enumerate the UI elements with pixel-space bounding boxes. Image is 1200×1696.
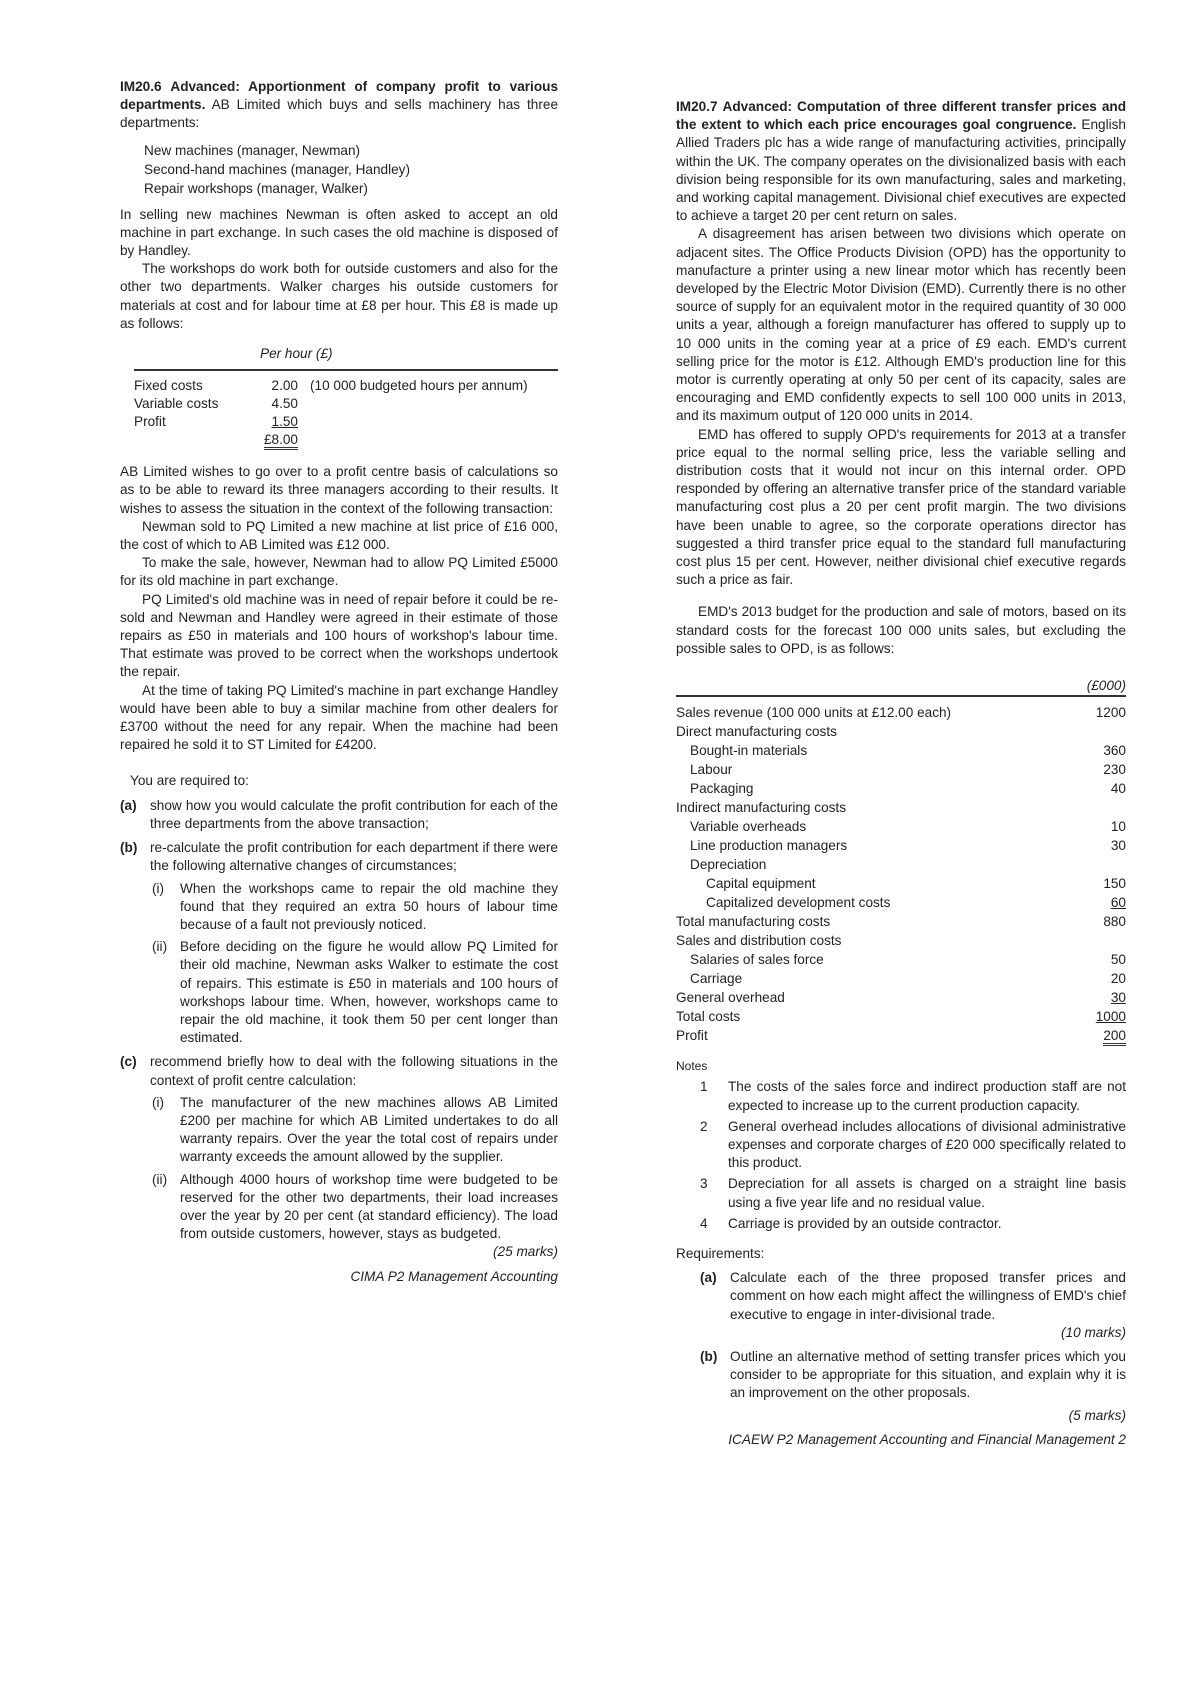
budget-table (676, 676, 1126, 1045)
row-label: Profit (676, 1028, 708, 1044)
rate-table (134, 345, 558, 449)
paragraph: To make the sale, however, Newman had to allow PQ Limited £5000 for its old machine in part exchange. (120, 555, 558, 589)
table-row (676, 1026, 1126, 1045)
requirement-b (676, 1348, 1126, 1403)
table-row (676, 817, 1126, 836)
req-key: (c) (120, 1054, 137, 1070)
req-text: Outline an alternative method of setting transfer prices which you consider to be appropriate for this situation, and explain why it is an improvement on the other proposals. (730, 1348, 1126, 1401)
note-number: 1 (700, 1079, 708, 1095)
table-row (676, 931, 1126, 950)
row-label: General overhead (676, 990, 785, 1006)
row-value (1080, 703, 1126, 722)
row-value (1080, 855, 1126, 874)
marks: (10 marks) (1061, 1324, 1126, 1340)
row-value (1080, 912, 1126, 931)
row-label: Capitalized development costs (706, 895, 891, 911)
row-value (1080, 969, 1126, 988)
source-citation: CIMA P2 Management Accounting (350, 1268, 558, 1284)
row-value-text: 60 (1110, 895, 1126, 911)
row-label: Profit (134, 414, 166, 430)
paragraph: A disagreement has arisen between two divisions which operate on adjacent sites. The Office Products Division (OPD) has the opportunity to manufacture a printer using a new linear motor which has recently been developed by the Electric Motor Division (EMD). Currently there is no other source of supply for an equivalent motor in the required quantity of 30 000 units a year, although a foreign manufacturer has offered to supply up to 10 000 units in the coming year at a price of £9 each. EMD's current selling price for the motor is £12. Although EMD's production line for this motor is currently operating at only 50 per cent of its capacity, sales are encouraging and EMD confidently expects to sell 100 000 units in 2013, and its maximum output of 120 000 units in 2014. (676, 226, 1126, 424)
requirement-c-ii (120, 1171, 558, 1244)
row-value-text: 30 (1110, 990, 1126, 1006)
rate-table-rule (134, 369, 558, 371)
row-value-text: 20 (1110, 971, 1126, 987)
row-value (1080, 1026, 1126, 1045)
req-key: (a) (120, 797, 137, 813)
required-intro: You are required to: (130, 773, 249, 789)
row-value-text: 230 (1103, 762, 1126, 778)
paragraph: The workshops do work both for outside customers and also for the other two departments. Walker charges his outside customers for materials at cost and for labour time at £8 per hour. This £8 is made up as follows: (120, 261, 558, 331)
im207-title: Advanced: Computation of three different transfer prices and the extent to which each price encourages goal congruence. (676, 99, 1126, 133)
row-value-text: 880 (1103, 914, 1126, 930)
table-row (676, 950, 1126, 969)
row-label: Variable costs (134, 396, 219, 412)
row-value (1080, 817, 1126, 836)
source-citation: ICAEW P2 Management Accounting and Financial Management 2 (728, 1431, 1126, 1447)
row-label: Total costs (676, 1009, 741, 1025)
row-label: Sales and distribution costs (676, 933, 842, 949)
row-value (1080, 931, 1126, 950)
requirement-b (120, 839, 558, 875)
req-text: Although 4000 hours of workshop time were budgeted to be reserved for the other two departments, their load increases over the year by 20 per cent (at standard efficiency). The load from outside customers, however, stays as budgeted. (180, 1171, 558, 1242)
notes-list (676, 1078, 1126, 1233)
row-label: Total manufacturing costs (676, 914, 831, 930)
row-value (1080, 722, 1126, 741)
note-item (676, 1118, 1126, 1173)
table-row (676, 798, 1126, 817)
paragraph: AB Limited wishes to go over to a profit centre basis of calculations so as to be able to reward its three managers according to their results. It wishes to assess the situation in the context of the following transaction: (120, 464, 558, 516)
table-row (134, 377, 558, 395)
row-value (1080, 874, 1126, 893)
row-value (1080, 836, 1126, 855)
note-text: The costs of the sales force and indirect production staff are not expected to increase up to the current production capacity. (728, 1079, 1126, 1113)
table-row (676, 912, 1126, 931)
row-value (1080, 1007, 1126, 1026)
list-item: New machines (manager, Newman) (144, 142, 361, 158)
row-value-text: 1200 (1095, 705, 1126, 721)
row-label: Packaging (690, 781, 754, 797)
table-row (676, 722, 1126, 741)
list-item: Second-hand machines (manager, Handley) (144, 161, 410, 177)
req-key: (ii) (152, 939, 168, 955)
req-key: (i) (152, 880, 165, 896)
note-item (676, 1215, 1126, 1233)
req-key: (ii) (152, 1171, 168, 1187)
req-key: (i) (152, 1094, 165, 1110)
table-row (676, 988, 1126, 1007)
row-label: Depreciation (690, 857, 767, 873)
list-item: Repair workshops (manager, Walker) (144, 180, 368, 196)
row-value (1080, 893, 1126, 912)
im206-intro: AB Limited which buys and sells machinery has three departments: (120, 97, 559, 131)
row-label: Direct manufacturing costs (676, 724, 837, 740)
table-row (676, 893, 1126, 912)
note-number: 2 (700, 1118, 708, 1134)
table-row (676, 836, 1126, 855)
row-value: 1.50 (271, 414, 298, 430)
req-text: re-calculate the profit contribution for each department if there were the following alternative changes of circumstances; (150, 840, 558, 874)
row-value: 2.00 (271, 378, 298, 394)
req-text: Before deciding on the figure he would allow PQ Limited for their old machine, Newman asks Walker to estimate the cost of repairs. This estimate is £50 in materials and 100 hours of workshops labour time. When, however, workshops came to repair the old machine, it took them 50 per cent longer than estimated. (180, 939, 558, 1046)
requirement-b-ii (120, 938, 558, 1047)
row-value (1080, 741, 1126, 760)
requirement-b-i (120, 880, 558, 935)
paragraph: At the time of taking PQ Limited's machine in part exchange Handley would have been able to buy a similar machine from other dealers for £3700 without the need for any repair. When the machine had been repaired he sold it to ST Limited for £4200. (120, 682, 558, 753)
req-key: (a) (700, 1270, 717, 1286)
paragraph: Newman sold to PQ Limited a new machine at list price of £16 000, the cost of which to AB Limited was £12 000. (120, 518, 558, 553)
budget-header (676, 676, 1126, 695)
row-label: Variable overheads (690, 819, 807, 835)
im206-title: Advanced: Apportionment of company profit to various departments. (120, 79, 559, 113)
table-row (676, 855, 1126, 874)
im207-code: IM20.7 (676, 99, 718, 114)
note-number: 3 (700, 1176, 708, 1192)
rate-total: £8.00 (264, 432, 298, 450)
row-value-text: 50 (1110, 952, 1126, 968)
table-row (676, 741, 1126, 760)
table-row (676, 779, 1126, 798)
row-value-text: 40 (1110, 781, 1126, 797)
budget-rows (676, 703, 1126, 1045)
budget-unit: (£000) (1086, 678, 1126, 694)
marks: (25 marks) (493, 1244, 558, 1260)
row-value (1080, 798, 1126, 817)
im206-heading (120, 78, 558, 133)
req-text: recommend briefly how to deal with the following situations in the context of profit centre calculation: (150, 1054, 558, 1088)
row-value-text: 360 (1103, 743, 1126, 759)
note-text: General overhead includes allocations of divisional administrative expenses and corporate charges of £20 000 specifically related to this product. (728, 1118, 1126, 1171)
note-text: Depreciation for all assets is charged on a straight line basis using a five year life and no residual value. (728, 1176, 1126, 1210)
row-label: Bought-in materials (690, 743, 808, 759)
im207-intro: English Allied Traders plc has a wide range of manufacturing activities, principally within the UK. The company operates on the divisionalized basis with each division being responsible for its own manufacturing, sales and marketing, and working capital management. Divisional chief executives are expected to achieve a target 20 per cent return on sales. (676, 117, 1126, 224)
table-row (676, 703, 1126, 722)
note-item (676, 1175, 1126, 1211)
row-value (1080, 760, 1126, 779)
im206-code: IM20.6 (120, 79, 162, 94)
paragraph: EMD has offered to supply OPD's requirements for 2013 at a transfer price equal to the normal selling price, less the variable selling and distribution costs that it would not incur on this internal order. OPD responded by offering an alternative transfer price of the standard variable manufacturing cost plus a 20 per cent profit margin. The two divisions have been unable to agree, so the corporate operations director has suggested a third transfer price equal to the standard full manufacturing cost plus 15 per cent. However, neither divisional chief executive regards such a price as fair. (676, 426, 1126, 588)
paragraph: PQ Limited's old machine was in need of repair before it could be re-sold and Newman and Handley were agreed in their estimate of those repairs as £50 in materials and 100 hours of workshop's labour time. That estimate was proved to be correct when the workshops undertook the repair. (120, 591, 558, 680)
row-label: Sales revenue (100 000 units at £12.00 each) (676, 705, 952, 721)
row-label: Carriage (690, 971, 743, 987)
im207-heading (676, 98, 1126, 225)
requirements-label: Requirements: (676, 1245, 765, 1261)
row-label: Fixed costs (134, 378, 203, 394)
row-value-text: 200 (1103, 1028, 1126, 1046)
row-label: Salaries of sales force (690, 952, 824, 968)
note-item (676, 1078, 1126, 1114)
req-text: show how you would calculate the profit contribution for each of the three departments from the above transaction; (150, 797, 558, 831)
row-value (1080, 950, 1126, 969)
row-value-text: 10 (1110, 819, 1126, 835)
requirement-c-i (120, 1094, 558, 1167)
department-list (144, 141, 558, 198)
marks: (5 marks) (1068, 1407, 1126, 1423)
requirements (120, 772, 558, 1285)
row-value: 4.50 (271, 396, 298, 412)
requirement-a (120, 797, 558, 833)
table-row (676, 874, 1126, 893)
paragraph: EMD's 2013 budget for the production and sale of motors, based on its standard costs for the forecast 100 000 units sales, but excluding the possible sales to OPD, is as follows: (676, 604, 1126, 656)
row-value (1080, 988, 1126, 1007)
requirement-a (676, 1269, 1126, 1324)
req-key: (b) (120, 840, 138, 856)
table-row (676, 1007, 1126, 1026)
rate-table-header: Per hour (£) (260, 346, 333, 362)
row-value-text: 30 (1110, 838, 1126, 854)
budget-rule (676, 695, 1126, 697)
table-row (134, 431, 558, 449)
row-value (1080, 779, 1126, 798)
row-label: Line production managers (690, 838, 848, 854)
row-value-text: 1000 (1095, 1009, 1126, 1025)
table-row (134, 413, 558, 431)
req-key: (b) (700, 1348, 718, 1364)
req-text: The manufacturer of the new machines allows AB Limited £200 per machine for which AB Limited undertakes to do all warranty repairs. Over the year the total cost of repairs under warranty exceeds the amount allowed by the supplier. (180, 1094, 558, 1165)
left-column (120, 78, 558, 1286)
row-note: (10 000 budgeted hours per annum) (310, 378, 528, 394)
row-label: Indirect manufacturing costs (676, 800, 847, 816)
table-row (134, 395, 558, 413)
requirement-c (120, 1053, 558, 1089)
note-text: Carriage is provided by an outside contractor. (728, 1215, 1002, 1231)
row-label: Capital equipment (706, 876, 816, 892)
req-text: When the workshops came to repair the old machine they found that they required an extra 50 hours of labour time because of a fault not previously noticed. (180, 880, 558, 932)
table-row (676, 969, 1126, 988)
paragraph: In selling new machines Newman is often asked to accept an old machine in part exchange. In such cases the old machine is disposed of by Handley. (120, 206, 558, 259)
table-row (676, 760, 1126, 779)
notes-label: Notes (676, 1059, 708, 1074)
req-text: Calculate each of the three proposed transfer prices and comment on how each might affect the willingness of EMD's chief executive to engage in inter-divisional trade. (730, 1270, 1126, 1322)
right-column (676, 98, 1126, 1449)
row-label: Labour (690, 762, 733, 778)
note-number: 4 (700, 1215, 708, 1231)
row-value-text: 150 (1103, 876, 1126, 892)
